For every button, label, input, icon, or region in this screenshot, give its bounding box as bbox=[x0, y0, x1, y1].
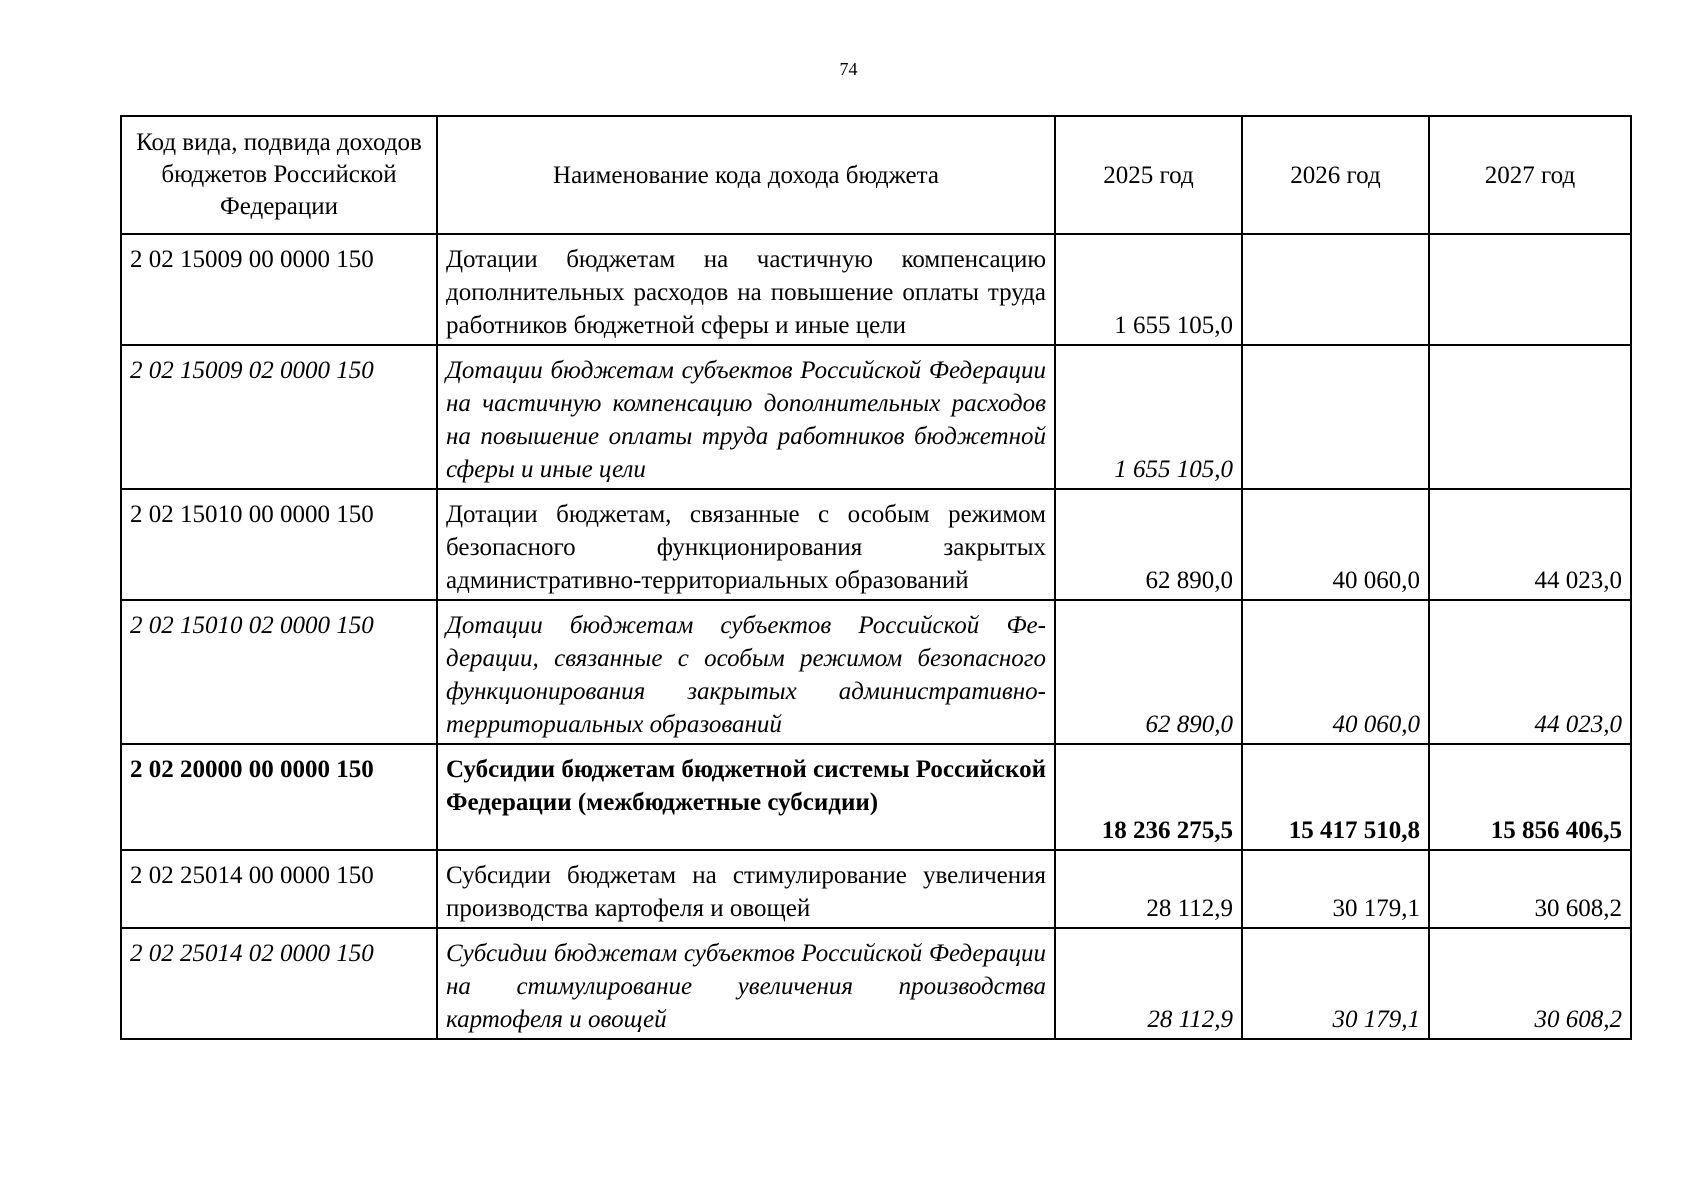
cell-code: 2 02 15009 02 0000 150 bbox=[121, 345, 437, 489]
cell-code: 2 02 15010 00 0000 150 bbox=[121, 489, 437, 600]
table-row bbox=[121, 489, 1631, 600]
cell-2025: 1 655 105,0 bbox=[1055, 234, 1242, 345]
cell-name: Дотации бюджетам, связанные с особым режимом безопасного функционирования закрытых административно-территориальных образований bbox=[437, 489, 1055, 600]
cell-2027: 44 023,0 bbox=[1429, 600, 1631, 744]
cell-2026: 15 417 510,8 bbox=[1242, 744, 1429, 850]
cell-code: 2 02 25014 02 0000 150 bbox=[121, 928, 437, 1039]
cell-name: Субсидии бюджетам бюджетной системы Российской Федерации (межбюджетные субсидии) bbox=[437, 744, 1055, 850]
cell-name: Дотации бюджетам на частичную компенсацию дополнительных расходов на повышение оплаты труда работников бюджетной сферы и иные цели bbox=[437, 234, 1055, 345]
header-2027: 2027 год bbox=[1429, 116, 1631, 234]
cell-2025: 18 236 275,5 bbox=[1055, 744, 1242, 850]
cell-2027 bbox=[1429, 345, 1631, 489]
cell-code: 2 02 25014 00 0000 150 bbox=[121, 850, 437, 928]
cell-2027: 30 608,2 bbox=[1429, 850, 1631, 928]
table-row bbox=[121, 345, 1631, 489]
budget-revenue-table bbox=[120, 115, 1632, 1040]
cell-2027 bbox=[1429, 234, 1631, 345]
cell-2027: 30 608,2 bbox=[1429, 928, 1631, 1039]
table-row bbox=[121, 928, 1631, 1039]
cell-2027: 44 023,0 bbox=[1429, 489, 1631, 600]
cell-name: Дотации бюджетам субъектов Российской Федерации на частичную компенсацию дополнительных расходов на повышение оплаты труда работников бюджетной сферы и иные цели bbox=[437, 345, 1055, 489]
page-number: 74 bbox=[839, 59, 858, 79]
cell-2026: 40 060,0 bbox=[1242, 600, 1429, 744]
cell-name: Дотации бюджетам субъектов Российской Федерации, связанные с особым режимом безопасного функционирования закрытых административно-территориальных образований bbox=[437, 600, 1055, 744]
cell-2025: 62 890,0 bbox=[1055, 489, 1242, 600]
table-body bbox=[121, 234, 1631, 1039]
cell-2027: 15 856 406,5 bbox=[1429, 744, 1631, 850]
header-name: Наименование кода дохода бюджета bbox=[437, 116, 1055, 234]
table-row bbox=[121, 600, 1631, 744]
cell-name: Субсидии бюджетам на стимулирование увеличения производства картофеля и овощей bbox=[437, 850, 1055, 928]
cell-2025: 1 655 105,0 bbox=[1055, 345, 1242, 489]
cell-code: 2 02 15009 00 0000 150 bbox=[121, 234, 437, 345]
table-row bbox=[121, 850, 1631, 928]
cell-2026 bbox=[1242, 234, 1429, 345]
cell-2026: 40 060,0 bbox=[1242, 489, 1429, 600]
cell-2025: 28 112,9 bbox=[1055, 850, 1242, 928]
header-2026: 2026 год bbox=[1242, 116, 1429, 234]
cell-2026: 30 179,1 bbox=[1242, 850, 1429, 928]
table-row bbox=[121, 234, 1631, 345]
cell-2025: 62 890,0 bbox=[1055, 600, 1242, 744]
cell-2026 bbox=[1242, 345, 1429, 489]
table-header-row bbox=[121, 116, 1631, 234]
cell-code: 2 02 20000 00 0000 150 bbox=[121, 744, 437, 850]
cell-2026: 30 179,1 bbox=[1242, 928, 1429, 1039]
cell-code: 2 02 15010 02 0000 150 bbox=[121, 600, 437, 744]
cell-2025: 28 112,9 bbox=[1055, 928, 1242, 1039]
header-code: Код вида, подвида доходов бюджетов Российской Федерации bbox=[121, 116, 437, 234]
header-2025: 2025 год bbox=[1055, 116, 1242, 234]
cell-name: Субсидии бюджетам субъектов Российской Федерации на стимулирование увеличения производства картофеля и овощей bbox=[437, 928, 1055, 1039]
table-row bbox=[121, 744, 1631, 850]
